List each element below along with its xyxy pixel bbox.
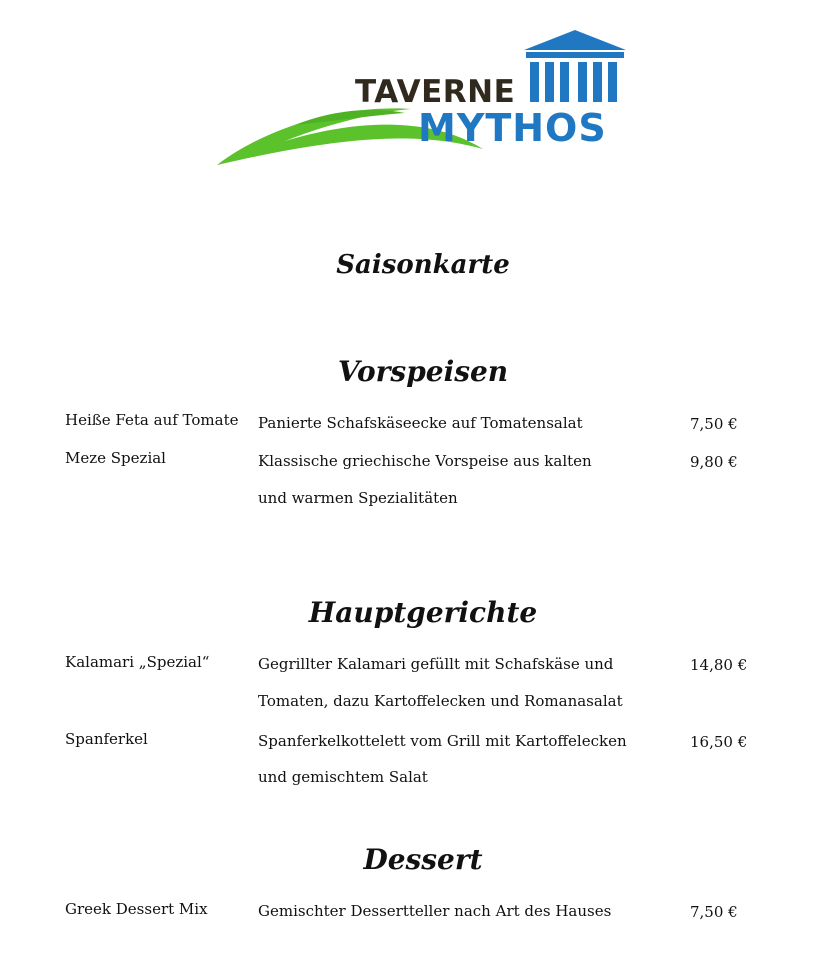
greek-temple-icon	[520, 28, 630, 106]
item-description-continued: und warmen Spezialitäten	[258, 489, 458, 507]
item-description: Gegrillter Kalamari gefüllt mit Schafskäse und	[258, 655, 614, 673]
item-price: 14,80 €	[690, 656, 748, 674]
item-price: 16,50 €	[690, 733, 748, 751]
item-description: Gemischter Dessertteller nach Art des Hauses	[258, 902, 612, 920]
item-description: Spanferkelkottelett vom Grill mit Kartoffelecken	[258, 732, 627, 750]
logo-text-taverne: TAVERNE	[355, 74, 516, 110]
item-description-continued: Tomaten, dazu Kartoffelecken und Romanasalat	[258, 692, 623, 710]
item-description-continued: und gemischtem Salat	[258, 768, 428, 786]
item-description: Klassische griechische Vorspeise aus kalten	[258, 452, 592, 470]
item-name: Heiße Feta auf Tomate	[65, 411, 239, 429]
menu-title: Saisonkarte	[336, 250, 510, 280]
logo-text-mythos: MYTHOS	[418, 106, 607, 150]
item-price: 7,50 €	[690, 903, 738, 921]
item-description: Panierte Schafskäseecke auf Tomatensalat	[258, 414, 583, 432]
item-name: Kalamari „Spezial“	[65, 653, 210, 671]
item-name: Meze Spezial	[65, 449, 166, 467]
item-price: 7,50 €	[690, 415, 738, 433]
item-price: 9,80 €	[690, 453, 738, 471]
item-name: Greek Dessert Mix	[65, 900, 208, 918]
section-title-hauptgerichte: Hauptgerichte	[308, 596, 538, 629]
section-title-vorspeisen: Vorspeisen	[337, 355, 509, 388]
section-title-dessert: Dessert	[363, 843, 483, 876]
restaurant-logo	[215, 28, 635, 173]
item-name: Spanferkel	[65, 730, 148, 748]
